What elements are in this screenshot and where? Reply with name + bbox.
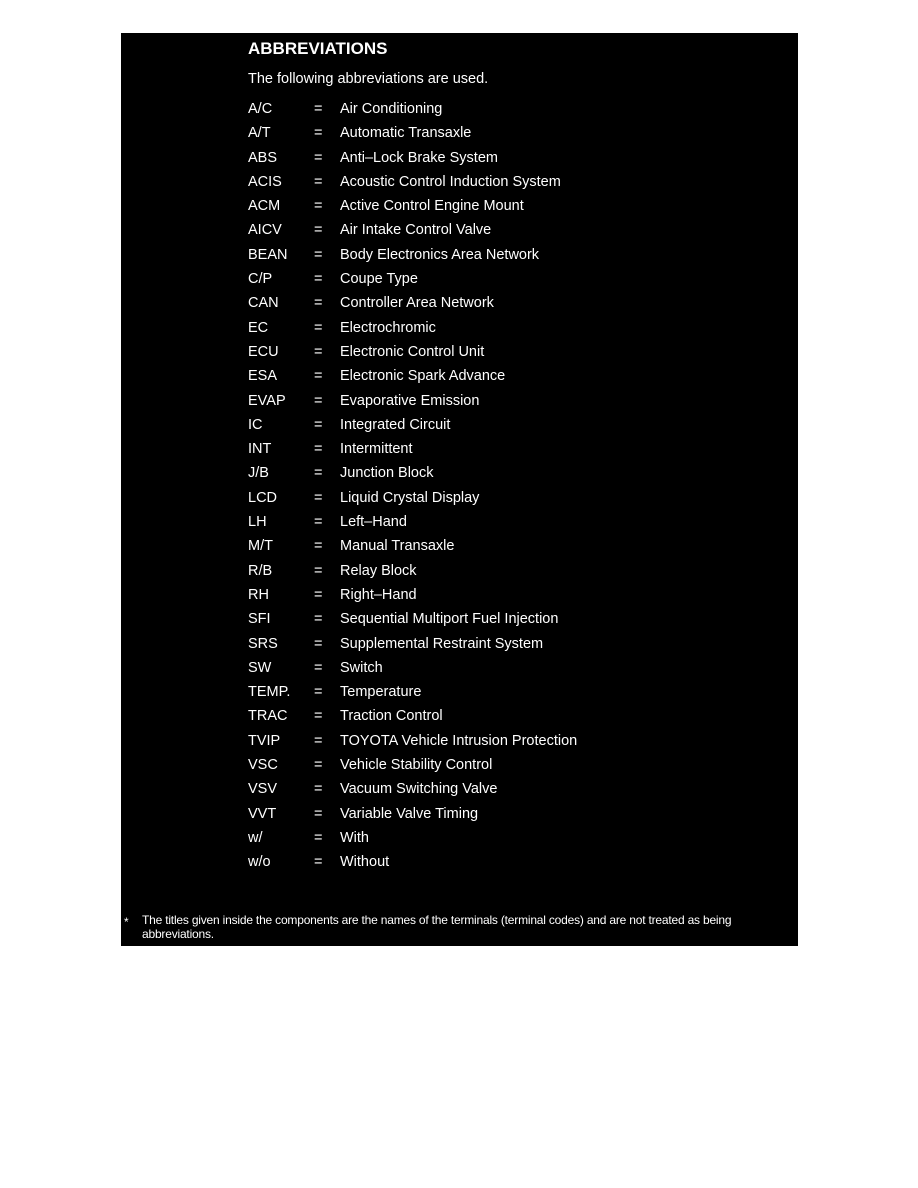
equals-sign: = — [314, 343, 323, 360]
list-item — [248, 221, 768, 245]
equals-sign: = — [314, 173, 323, 190]
list-item — [248, 707, 768, 731]
abbreviation-definition: Liquid Crystal Display — [340, 489, 480, 506]
abbreviation-definition: Relay Block — [340, 562, 417, 579]
abbreviation-definition: Coupe Type — [340, 271, 418, 288]
list-item — [248, 246, 768, 270]
abbreviation-definition: Controller Area Network — [340, 295, 494, 312]
abbreviation-definition: Junction Block — [340, 465, 434, 482]
intro-text: The following abbreviations are used. — [248, 71, 489, 87]
abbreviation-term: EC — [248, 319, 269, 336]
abbreviation-definition: Evaporative Emission — [340, 392, 480, 409]
abbreviation-term: w/o — [248, 854, 271, 871]
list-item — [248, 392, 768, 416]
abbreviation-definition: Right–Hand — [340, 586, 417, 603]
abbreviation-term: VSV — [248, 781, 278, 798]
abbreviation-term: TEMP. — [248, 684, 291, 701]
abbreviation-term: ESA — [248, 368, 278, 385]
equals-sign: = — [314, 441, 323, 458]
equals-sign: = — [314, 757, 323, 774]
equals-sign: = — [314, 319, 323, 336]
list-item — [248, 464, 768, 488]
equals-sign: = — [314, 149, 323, 166]
list-item — [248, 829, 768, 853]
abbreviation-definition: Integrated Circuit — [340, 416, 451, 433]
equals-sign: = — [314, 222, 323, 239]
abbreviation-definition: Air Conditioning — [340, 101, 443, 117]
abbreviation-definition: Active Control Engine Mount — [340, 198, 524, 215]
abbreviation-definition: Left–Hand — [340, 514, 407, 531]
list-item — [248, 489, 768, 513]
list-item — [248, 780, 768, 804]
abbreviation-definition: Acoustic Control Induction System — [340, 173, 561, 190]
abbreviation-definition: Air Intake Control Valve — [340, 222, 492, 239]
abbreviation-term: BEAN — [248, 246, 288, 263]
abbreviation-definition: Switch — [340, 659, 383, 676]
abbreviation-definition: With — [340, 829, 369, 846]
list-item — [248, 610, 768, 634]
abbreviation-term: INT — [248, 441, 272, 458]
list-item — [248, 537, 768, 561]
list-item — [248, 197, 768, 221]
equals-sign: = — [314, 198, 323, 215]
footnote-text: The titles given inside the components are the names of the terminals (terminal codes) and are not treated as being abbreviations. — [142, 913, 732, 941]
abbreviation-term: A/T — [248, 125, 271, 142]
abbreviation-term: SRS — [248, 635, 278, 652]
list-item — [248, 270, 768, 294]
list-item — [248, 683, 768, 707]
abbreviation-definition: Body Electronics Area Network — [340, 246, 540, 263]
equals-sign: = — [314, 854, 323, 871]
equals-sign: = — [314, 586, 323, 603]
equals-sign: = — [314, 368, 323, 385]
equals-sign: = — [314, 562, 323, 579]
abbreviation-term: CAN — [248, 295, 279, 312]
abbreviation-term: VVT — [248, 805, 277, 822]
equals-sign: = — [314, 781, 323, 798]
abbreviation-term: SW — [248, 659, 272, 676]
abbreviation-term: ACM — [248, 198, 281, 215]
abbreviation-term: C/P — [248, 271, 273, 288]
abbreviation-definition: Vehicle Stability Control — [340, 757, 493, 774]
abbreviation-term: AICV — [248, 222, 282, 239]
list-item — [248, 100, 768, 124]
asterisk-icon: * — [124, 915, 129, 929]
abbreviation-term: ACIS — [248, 173, 282, 190]
abbreviation-definition: Automatic Transaxle — [340, 125, 472, 142]
equals-sign: = — [314, 125, 323, 142]
equals-sign: = — [314, 805, 323, 822]
equals-sign: = — [314, 295, 323, 312]
abbreviation-term: VSC — [248, 757, 278, 774]
abbreviation-term: EVAP — [248, 392, 286, 409]
list-item — [248, 756, 768, 780]
abbreviation-term: TRAC — [248, 708, 288, 725]
list-item — [248, 124, 768, 148]
list-item — [248, 343, 768, 367]
abbreviation-term: LH — [248, 514, 267, 531]
list-item — [248, 732, 768, 756]
equals-sign: = — [314, 514, 323, 531]
abbreviation-definition: Manual Transaxle — [340, 538, 455, 555]
equals-sign: = — [314, 101, 323, 117]
abbreviation-definition: TOYOTA Vehicle Intrusion Protection — [340, 732, 578, 749]
list-item — [248, 659, 768, 683]
abbreviation-term: ABS — [248, 149, 278, 166]
equals-sign: = — [314, 611, 323, 628]
abbreviation-term: J/B — [248, 465, 269, 482]
abbreviation-definition: Anti–Lock Brake System — [340, 149, 498, 166]
list-item — [248, 319, 768, 343]
abbreviation-definition: Traction Control — [340, 708, 443, 725]
abbreviation-term: ECU — [248, 343, 279, 360]
abbreviation-definition: Temperature — [340, 684, 422, 701]
list-item — [248, 367, 768, 391]
abbreviation-definition: Vacuum Switching Valve — [340, 781, 498, 798]
list-item — [248, 805, 768, 829]
list-item — [248, 562, 768, 586]
equals-sign: = — [314, 684, 323, 701]
abbreviation-term: SFI — [248, 611, 271, 628]
equals-sign: = — [314, 635, 323, 652]
abbreviation-term: IC — [248, 416, 263, 433]
abbreviation-term: A/C — [248, 101, 273, 117]
abbreviation-term: M/T — [248, 538, 273, 555]
equals-sign: = — [314, 708, 323, 725]
abbreviation-term: w/ — [248, 829, 263, 846]
equals-sign: = — [314, 246, 323, 263]
equals-sign: = — [314, 732, 323, 749]
equals-sign: = — [314, 659, 323, 676]
abbreviation-definition: Variable Valve Timing — [340, 805, 479, 822]
list-item — [248, 294, 768, 318]
abbreviation-definition: Without — [340, 854, 390, 871]
equals-sign: = — [314, 392, 323, 409]
equals-sign: = — [314, 271, 323, 288]
list-item — [248, 853, 768, 877]
abbreviation-definition: Sequential Multiport Fuel Injection — [340, 611, 559, 628]
equals-sign: = — [314, 829, 323, 846]
page-title: ABBREVIATIONS — [248, 39, 388, 58]
list-item — [248, 149, 768, 173]
equals-sign: = — [314, 489, 323, 506]
list-item — [248, 635, 768, 659]
abbreviation-definition: Electronic Control Unit — [340, 343, 485, 360]
list-item — [248, 513, 768, 537]
list-item — [248, 586, 768, 610]
equals-sign: = — [314, 538, 323, 555]
abbreviation-term: RH — [248, 586, 269, 603]
abbreviation-term: LCD — [248, 489, 278, 506]
abbreviation-definition: Supplemental Restraint System — [340, 635, 544, 652]
list-item — [248, 173, 768, 197]
equals-sign: = — [314, 465, 323, 482]
abbreviation-definition: Electrochromic — [340, 319, 436, 336]
abbreviation-definition: Intermittent — [340, 441, 413, 458]
abbreviation-term: TVIP — [248, 732, 281, 749]
equals-sign: = — [314, 416, 323, 433]
list-item — [248, 440, 768, 464]
abbreviations-panel — [121, 33, 798, 946]
list-item — [248, 416, 768, 440]
abbreviation-list — [248, 100, 768, 878]
abbreviation-definition: Electronic Spark Advance — [340, 368, 506, 385]
abbreviation-term: R/B — [248, 562, 273, 579]
